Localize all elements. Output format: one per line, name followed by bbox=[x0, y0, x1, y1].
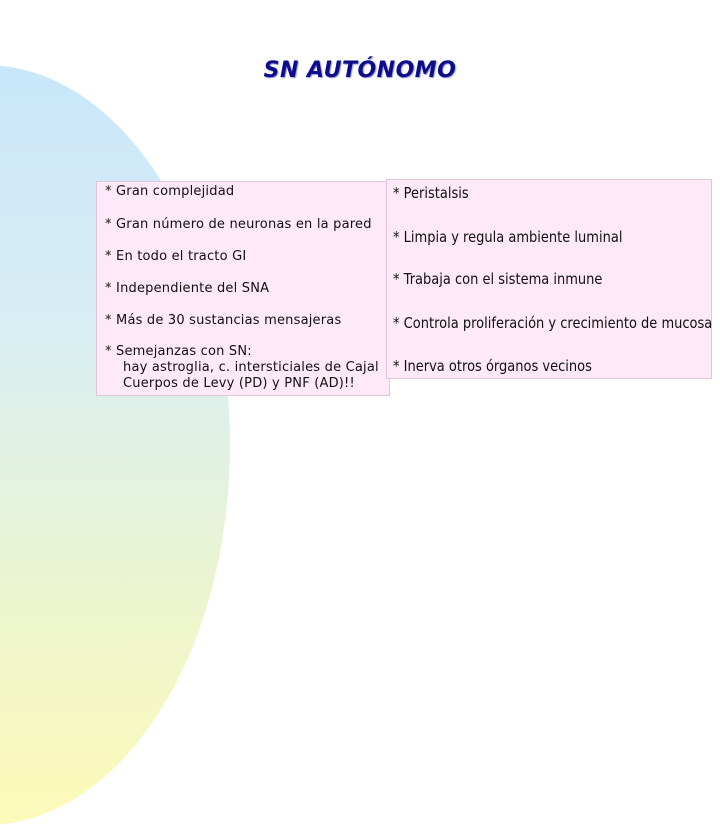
list-item-line: Cuerpos de Levy (PD) y PNF (AD)!! bbox=[123, 376, 355, 391]
list-item: * Gran número de neuronas en la pared bbox=[105, 217, 372, 232]
list-item-line: * Semejanzas con SN: bbox=[105, 344, 252, 359]
list-item-multiline bbox=[105, 344, 379, 392]
list-item: * Inerva otros órganos vecinos bbox=[393, 357, 592, 375]
list-item: * En todo el tracto GI bbox=[105, 249, 247, 264]
list-item: * Controla proliferación y crecimiento de mucosa bbox=[393, 314, 713, 332]
list-item: * Peristalsis bbox=[393, 184, 469, 202]
slide-title: SN AUTÓNOMO bbox=[263, 58, 457, 83]
list-item: * Trabaja con el sistema inmune bbox=[393, 270, 603, 288]
features-box bbox=[96, 181, 390, 396]
list-item: * Gran complejidad bbox=[105, 184, 235, 199]
functions-box bbox=[386, 179, 712, 379]
list-item: * Más de 30 sustancias mensajeras bbox=[105, 313, 342, 328]
list-item: * Independiente del SNA bbox=[105, 281, 270, 296]
list-item: * Limpia y regula ambiente luminal bbox=[393, 228, 623, 246]
background-shape bbox=[0, 65, 230, 825]
list-item-line: hay astroglia, c. intersticiales de Cajal bbox=[123, 360, 379, 375]
